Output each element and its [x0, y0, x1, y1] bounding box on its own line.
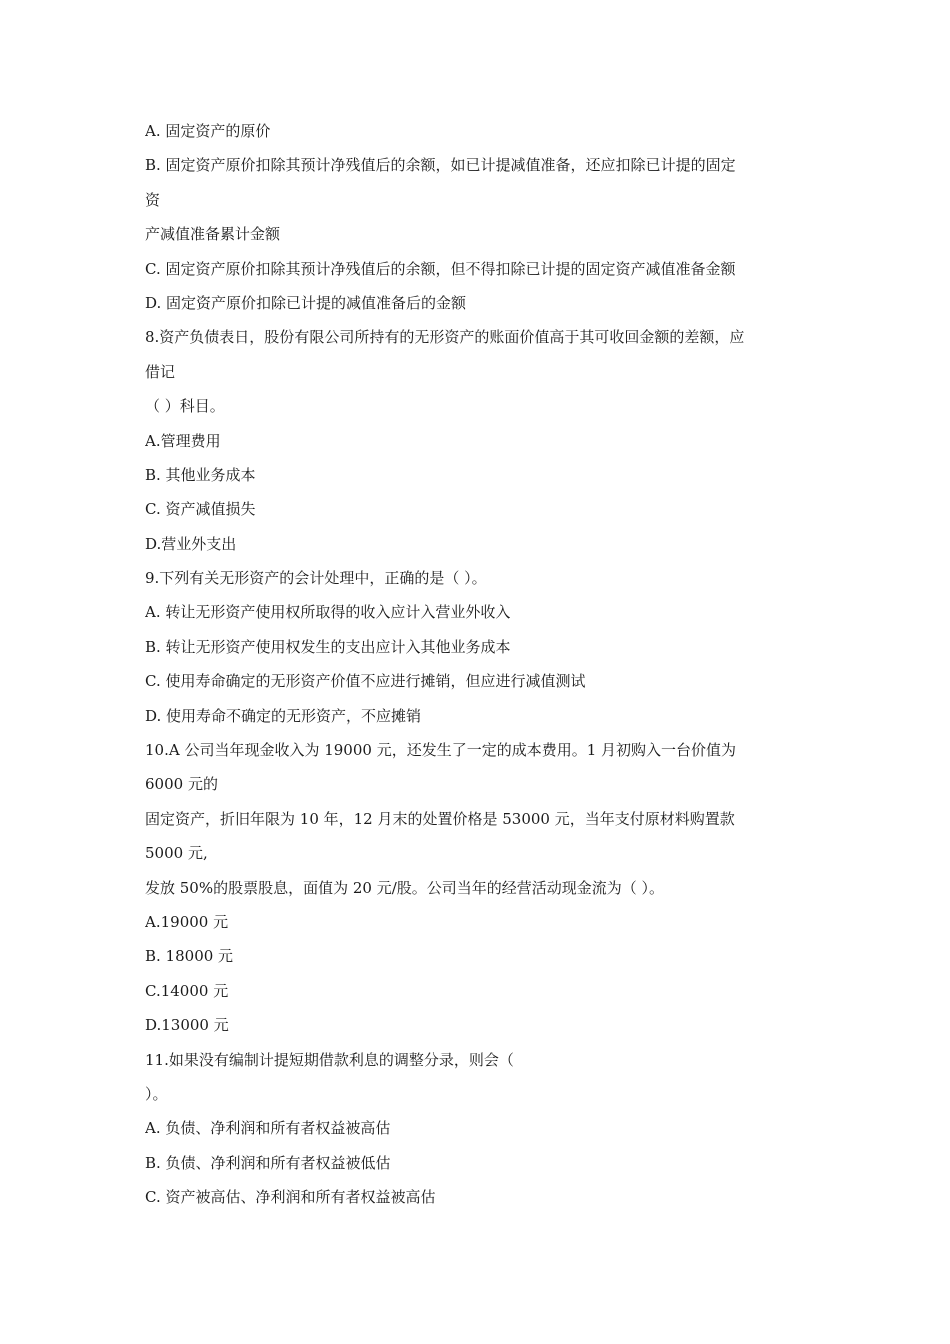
- text-line: C.14000 元: [145, 981, 229, 1000]
- text-line: B. 固定资产原价扣除其预计净残值后的余额，如已计提减值准备，还应扣除已计提的固定: [145, 156, 736, 175]
- text-line: A. 固定资产的原价: [145, 122, 271, 140]
- text-line: B. 转让无形资产使用权发生的支出应计入其他业务成本: [145, 637, 511, 656]
- text-line: 借记: [145, 362, 176, 381]
- text-line: A.管理费用: [145, 431, 221, 450]
- text-line: C. 资产被高估、净利润和所有者权益被高估: [145, 1188, 436, 1207]
- text-line: 6000 元的: [145, 775, 218, 794]
- text-line: （ ）科目。: [145, 397, 225, 416]
- text-line: 资: [145, 190, 161, 209]
- text-line: B. 18000 元: [145, 947, 234, 966]
- text-line: 固定资产，折旧年限为 10 年，12 月末的处置价格是 53000 元，当年支付原材料购置款: [145, 809, 735, 828]
- text-line: D.13000 元: [145, 1016, 229, 1035]
- text-line: C. 固定资产原价扣除其预计净残值后的余额，但不得扣除已计提的固定资产减值准备金额: [145, 259, 736, 278]
- text-line: ）。: [145, 1084, 168, 1103]
- text-line: 10.A 公司当年现金收入为 19000 元，还发生了一定的成本费用。1 月初购入一台价值为: [145, 741, 737, 760]
- text-line: D.营业外支出: [145, 534, 237, 553]
- text-line: C. 资产减值损失: [145, 500, 256, 519]
- text-line: C. 使用寿命确定的无形资产价值不应进行摊销，但应进行减值测试: [145, 672, 586, 691]
- text-line: D. 固定资产原价扣除已计提的减值准备后的金额: [145, 293, 467, 312]
- text-line: 9.下列有关无形资产的会计处理中，正确的是（ ）。: [145, 569, 487, 588]
- text-line: D. 使用寿命不确定的无形资产，不应摊销: [145, 706, 422, 725]
- text-line: A. 负债、净利润和所有者权益被高估: [145, 1119, 391, 1138]
- text-line: B. 其他业务成本: [145, 465, 256, 484]
- question-text-block: [145, 114, 825, 1215]
- text-line: A.19000 元: [145, 912, 229, 931]
- text-line: 11.如果没有编制计提短期借款利息的调整分录，则会（: [145, 1050, 514, 1069]
- text-line: B. 负债、净利润和所有者权益被低估: [145, 1153, 391, 1172]
- text-line: 发放 50%的股票股息，面值为 20 元/股。公司当年的经营活动现金流为（ ）。: [145, 878, 665, 897]
- text-line: 8.资产负债表日，股份有限公司所持有的无形资产的账面价值高于其可收回金额的差额，应: [145, 328, 745, 347]
- text-line: 5000 元,: [145, 844, 208, 863]
- text-line: 产减值准备累计金额: [145, 225, 281, 244]
- text-line: A. 转让无形资产使用权所取得的收入应计入营业外收入: [145, 603, 511, 622]
